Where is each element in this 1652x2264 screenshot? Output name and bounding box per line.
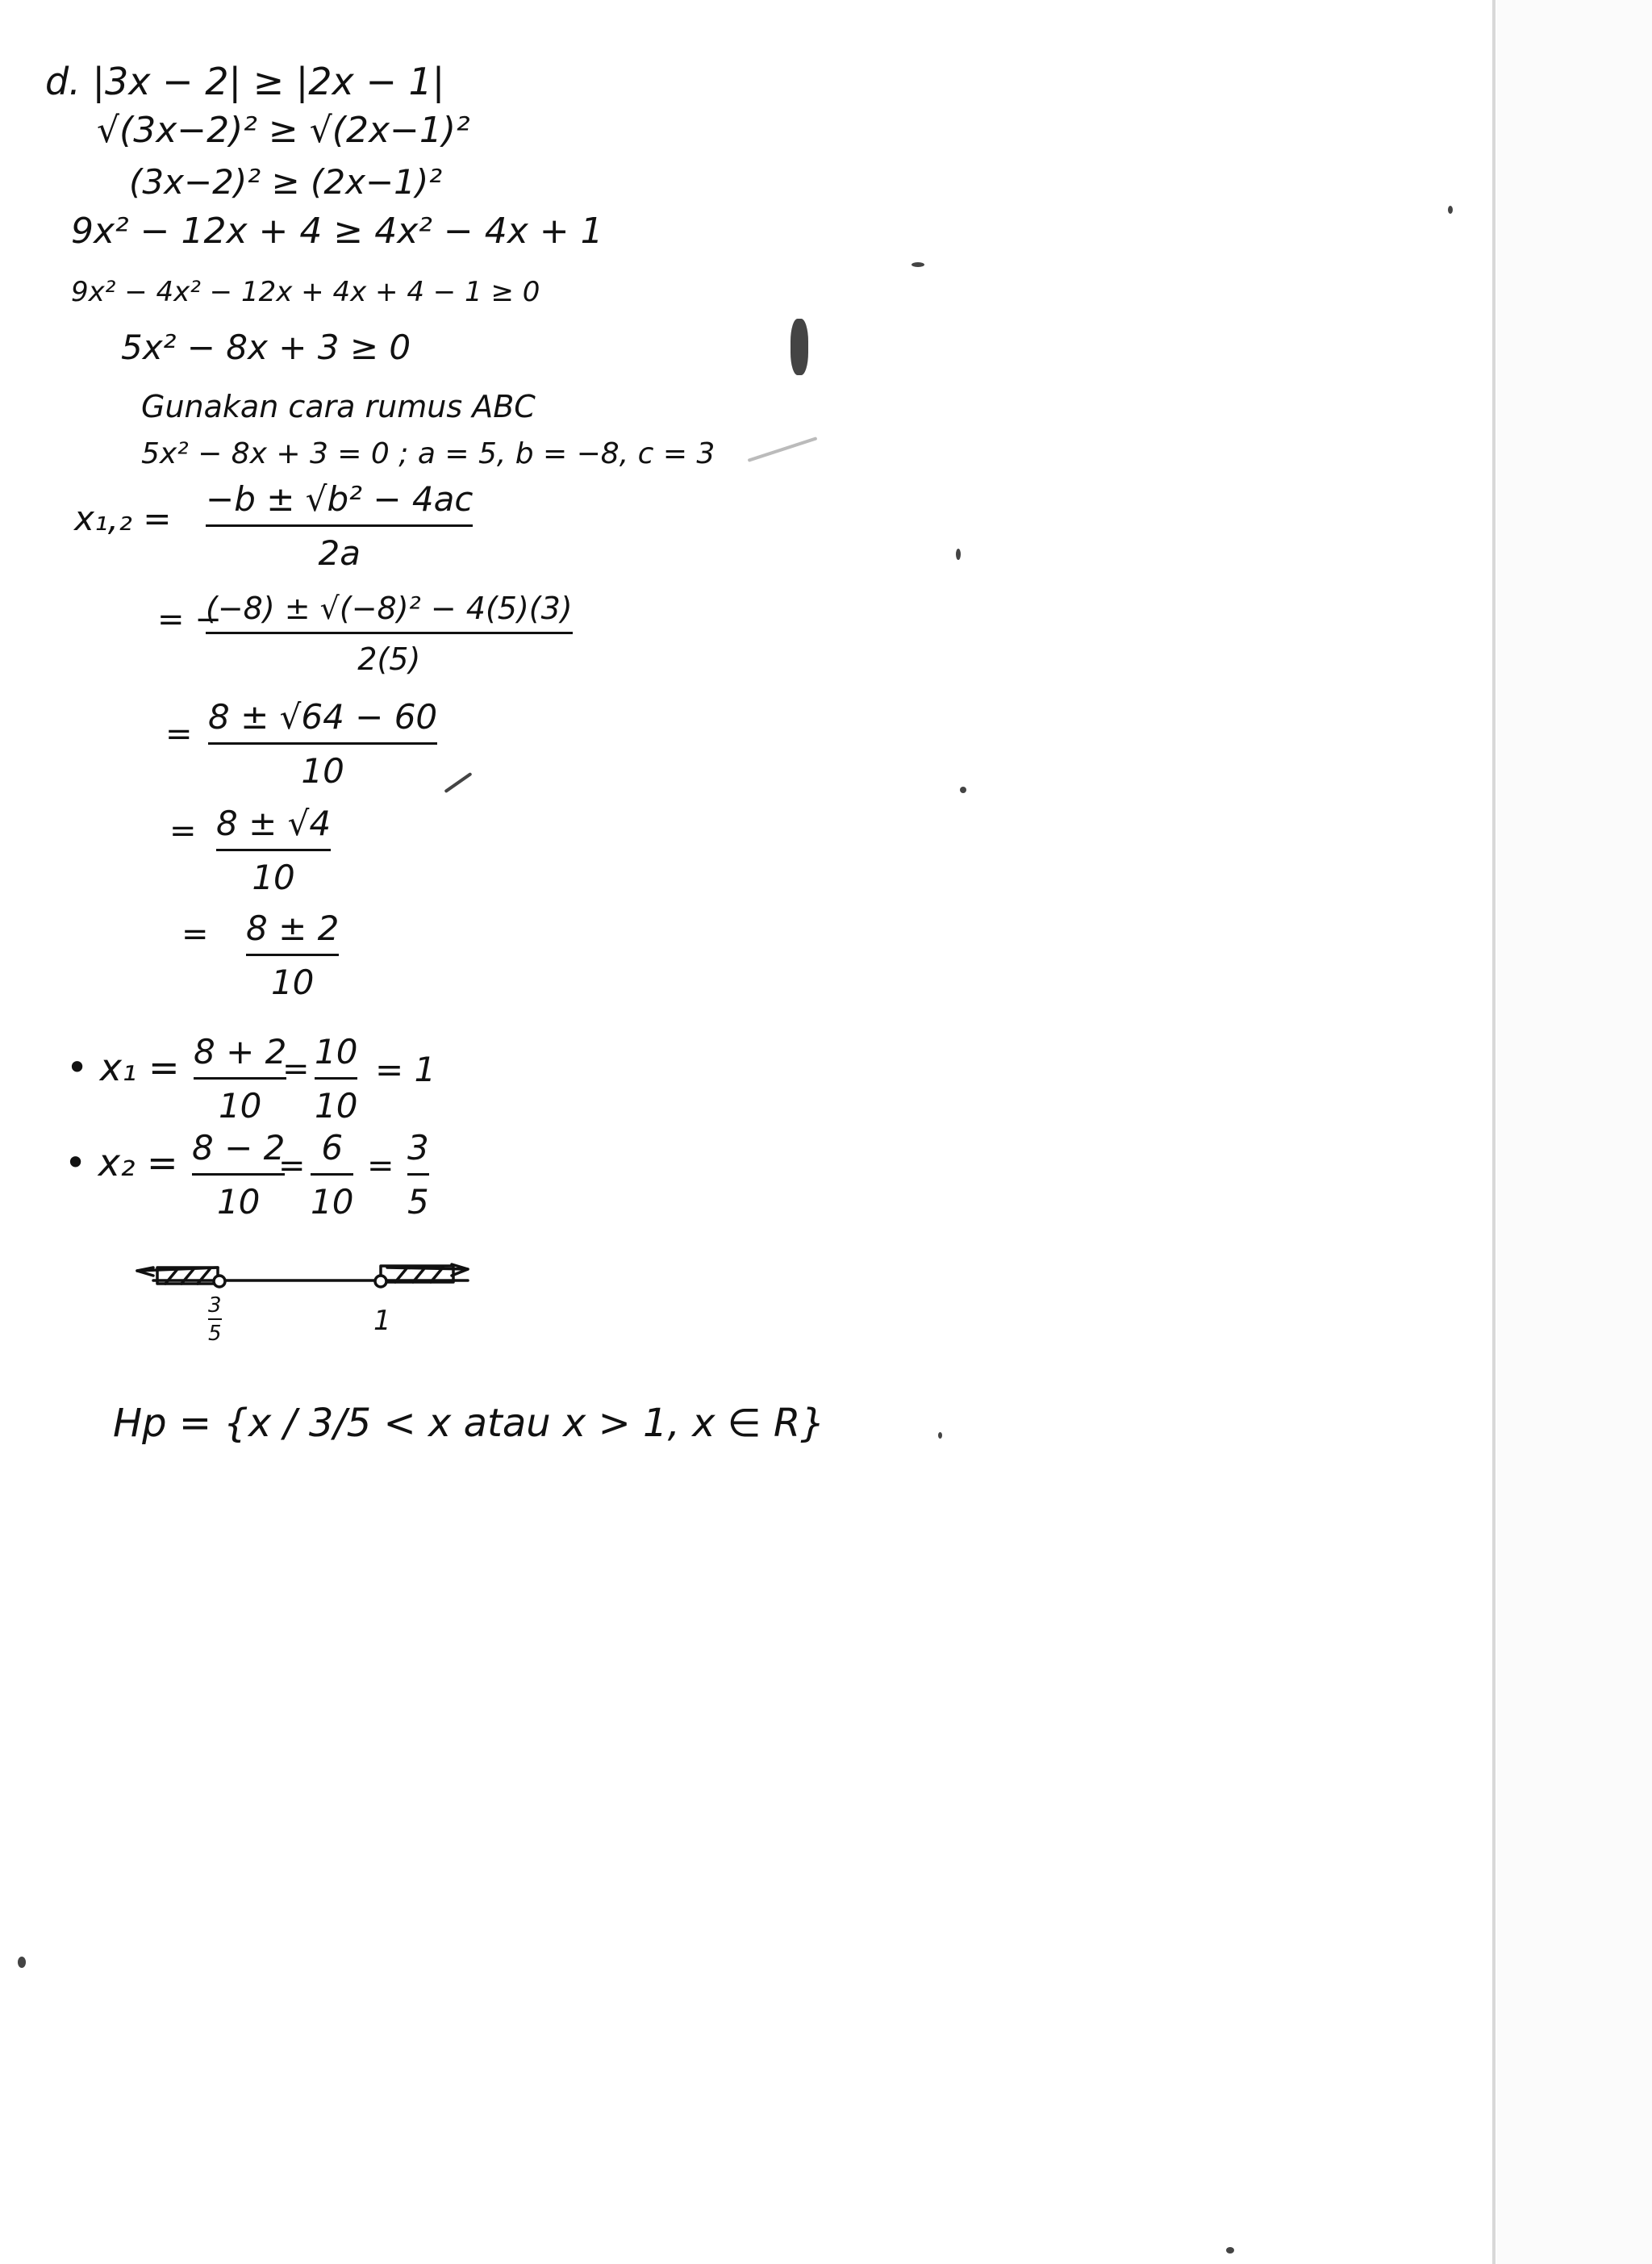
root-x1-fraction-b <box>315 1032 358 1126</box>
paper-speck <box>1448 206 1453 214</box>
quadratic-evaluated <box>208 697 438 791</box>
root-x2-fraction-c <box>407 1128 429 1222</box>
fraction-bar <box>208 742 437 745</box>
number-line-label-one: 1 <box>373 1305 391 1337</box>
fraction-numerator: 8 ± √64 − 60 <box>208 697 438 737</box>
root-x1-label: • x₁ = <box>66 1046 180 1089</box>
quadratic-formula <box>206 479 473 573</box>
fraction-numerator: 8 − 2 <box>192 1128 286 1168</box>
root-x2-equals: = <box>278 1147 306 1184</box>
line-squared: (3x−2)² ≥ (2x−1)² <box>129 162 443 202</box>
fraction-bar <box>192 1173 285 1176</box>
paper-speck <box>444 772 472 793</box>
fraction-numerator: 8 ± 2 <box>246 909 340 948</box>
fraction-denominator: 10 <box>216 1182 261 1222</box>
root-x1-equals: = <box>282 1051 310 1088</box>
fraction-bar <box>216 849 331 851</box>
fraction-numerator: 8 + 2 <box>194 1032 287 1071</box>
line-method-note: Gunakan cara rumus ABC <box>141 389 536 424</box>
endpoint-one <box>375 1276 386 1287</box>
paper-speck <box>18 1957 26 1968</box>
quadratic-root-four <box>216 804 332 897</box>
quadratic-plus-minus-two <box>246 909 340 1002</box>
fraction-numerator: (−8) ± √(−8)² − 4(5)(3) <box>206 591 573 626</box>
fraction-denominator: 10 <box>315 1086 358 1126</box>
fraction-denominator: 10 <box>270 963 315 1002</box>
fraction-bar <box>208 1318 222 1320</box>
fraction-numerator: 6 <box>321 1128 344 1168</box>
fraction-denominator: 5 <box>407 1182 429 1222</box>
step-5-prefix: = <box>181 916 209 953</box>
fraction-denominator: 2a <box>318 533 361 573</box>
line-collected: 9x² − 4x² − 12x + 4x + 4 − 1 ≥ 0 <box>71 276 540 308</box>
fraction-bar <box>206 524 473 527</box>
paper-speck <box>956 549 961 560</box>
paper-speck <box>791 319 808 375</box>
line-square-root: √(3x−2)² ≥ √(2x−1)² <box>97 110 470 151</box>
paper-speck <box>748 437 818 462</box>
fraction-bar <box>311 1173 353 1176</box>
fraction-bar <box>315 1077 357 1080</box>
quadratic-lhs: x₁,₂ = <box>74 499 172 538</box>
fraction-denominator: 10 <box>218 1086 262 1126</box>
root-x2-fraction-a <box>192 1128 286 1222</box>
step-2-prefix: = − <box>157 601 222 638</box>
number-line-label-three-fifths <box>208 1295 222 1344</box>
fraction-bar <box>407 1173 429 1176</box>
page-margin <box>1497 0 1652 2264</box>
line-absolute-inequality: d. |3x − 2| ≥ |2x − 1| <box>45 60 445 103</box>
fraction-bar <box>194 1077 286 1080</box>
page-edge-shadow <box>1492 0 1496 2264</box>
line-simplified: 5x² − 8x + 3 ≥ 0 <box>121 328 411 367</box>
line-expanded: 9x² − 12x + 4 ≥ 4x² − 4x + 1 <box>71 211 603 252</box>
paper-speck <box>1226 2247 1234 2254</box>
step-3-prefix: = <box>165 716 193 753</box>
fraction-denominator: 5 <box>208 1322 222 1346</box>
fraction-denominator: 10 <box>311 1182 354 1222</box>
fraction-bar <box>246 954 339 956</box>
root-x1-fraction-a <box>194 1032 287 1126</box>
fraction-numerator: 10 <box>315 1032 358 1071</box>
paper-speck <box>912 262 924 267</box>
fraction-bar <box>206 632 573 634</box>
solution-set: Hp = {x / 3/5 < x atau x > 1, x ∈ R} <box>113 1401 825 1446</box>
paper-speck <box>938 1432 942 1439</box>
quadratic-substituted <box>206 593 573 675</box>
line-coefficients: 5x² − 8x + 3 = 0 ; a = 5, b = −8, c = 3 <box>141 437 715 470</box>
root-x2-equals-2: = <box>367 1147 394 1184</box>
fraction-denominator: 2(5) <box>357 641 421 677</box>
paper-speck <box>960 787 966 793</box>
fraction-numerator: 3 <box>208 1293 222 1318</box>
fraction-numerator: 3 <box>407 1128 429 1168</box>
fraction-numerator: 8 ± √4 <box>216 804 332 843</box>
step-4-prefix: = <box>169 812 197 850</box>
root-x2-label: • x₂ = <box>65 1141 178 1184</box>
number-line-diagram <box>121 1222 492 1351</box>
fraction-denominator: 10 <box>301 751 344 791</box>
endpoint-three-fifths <box>214 1276 225 1287</box>
fraction-numerator: −b ± √b² − 4ac <box>206 479 473 519</box>
root-x1-result: = 1 <box>375 1050 436 1089</box>
root-x2-fraction-b <box>311 1128 354 1222</box>
fraction-denominator: 10 <box>252 858 295 897</box>
